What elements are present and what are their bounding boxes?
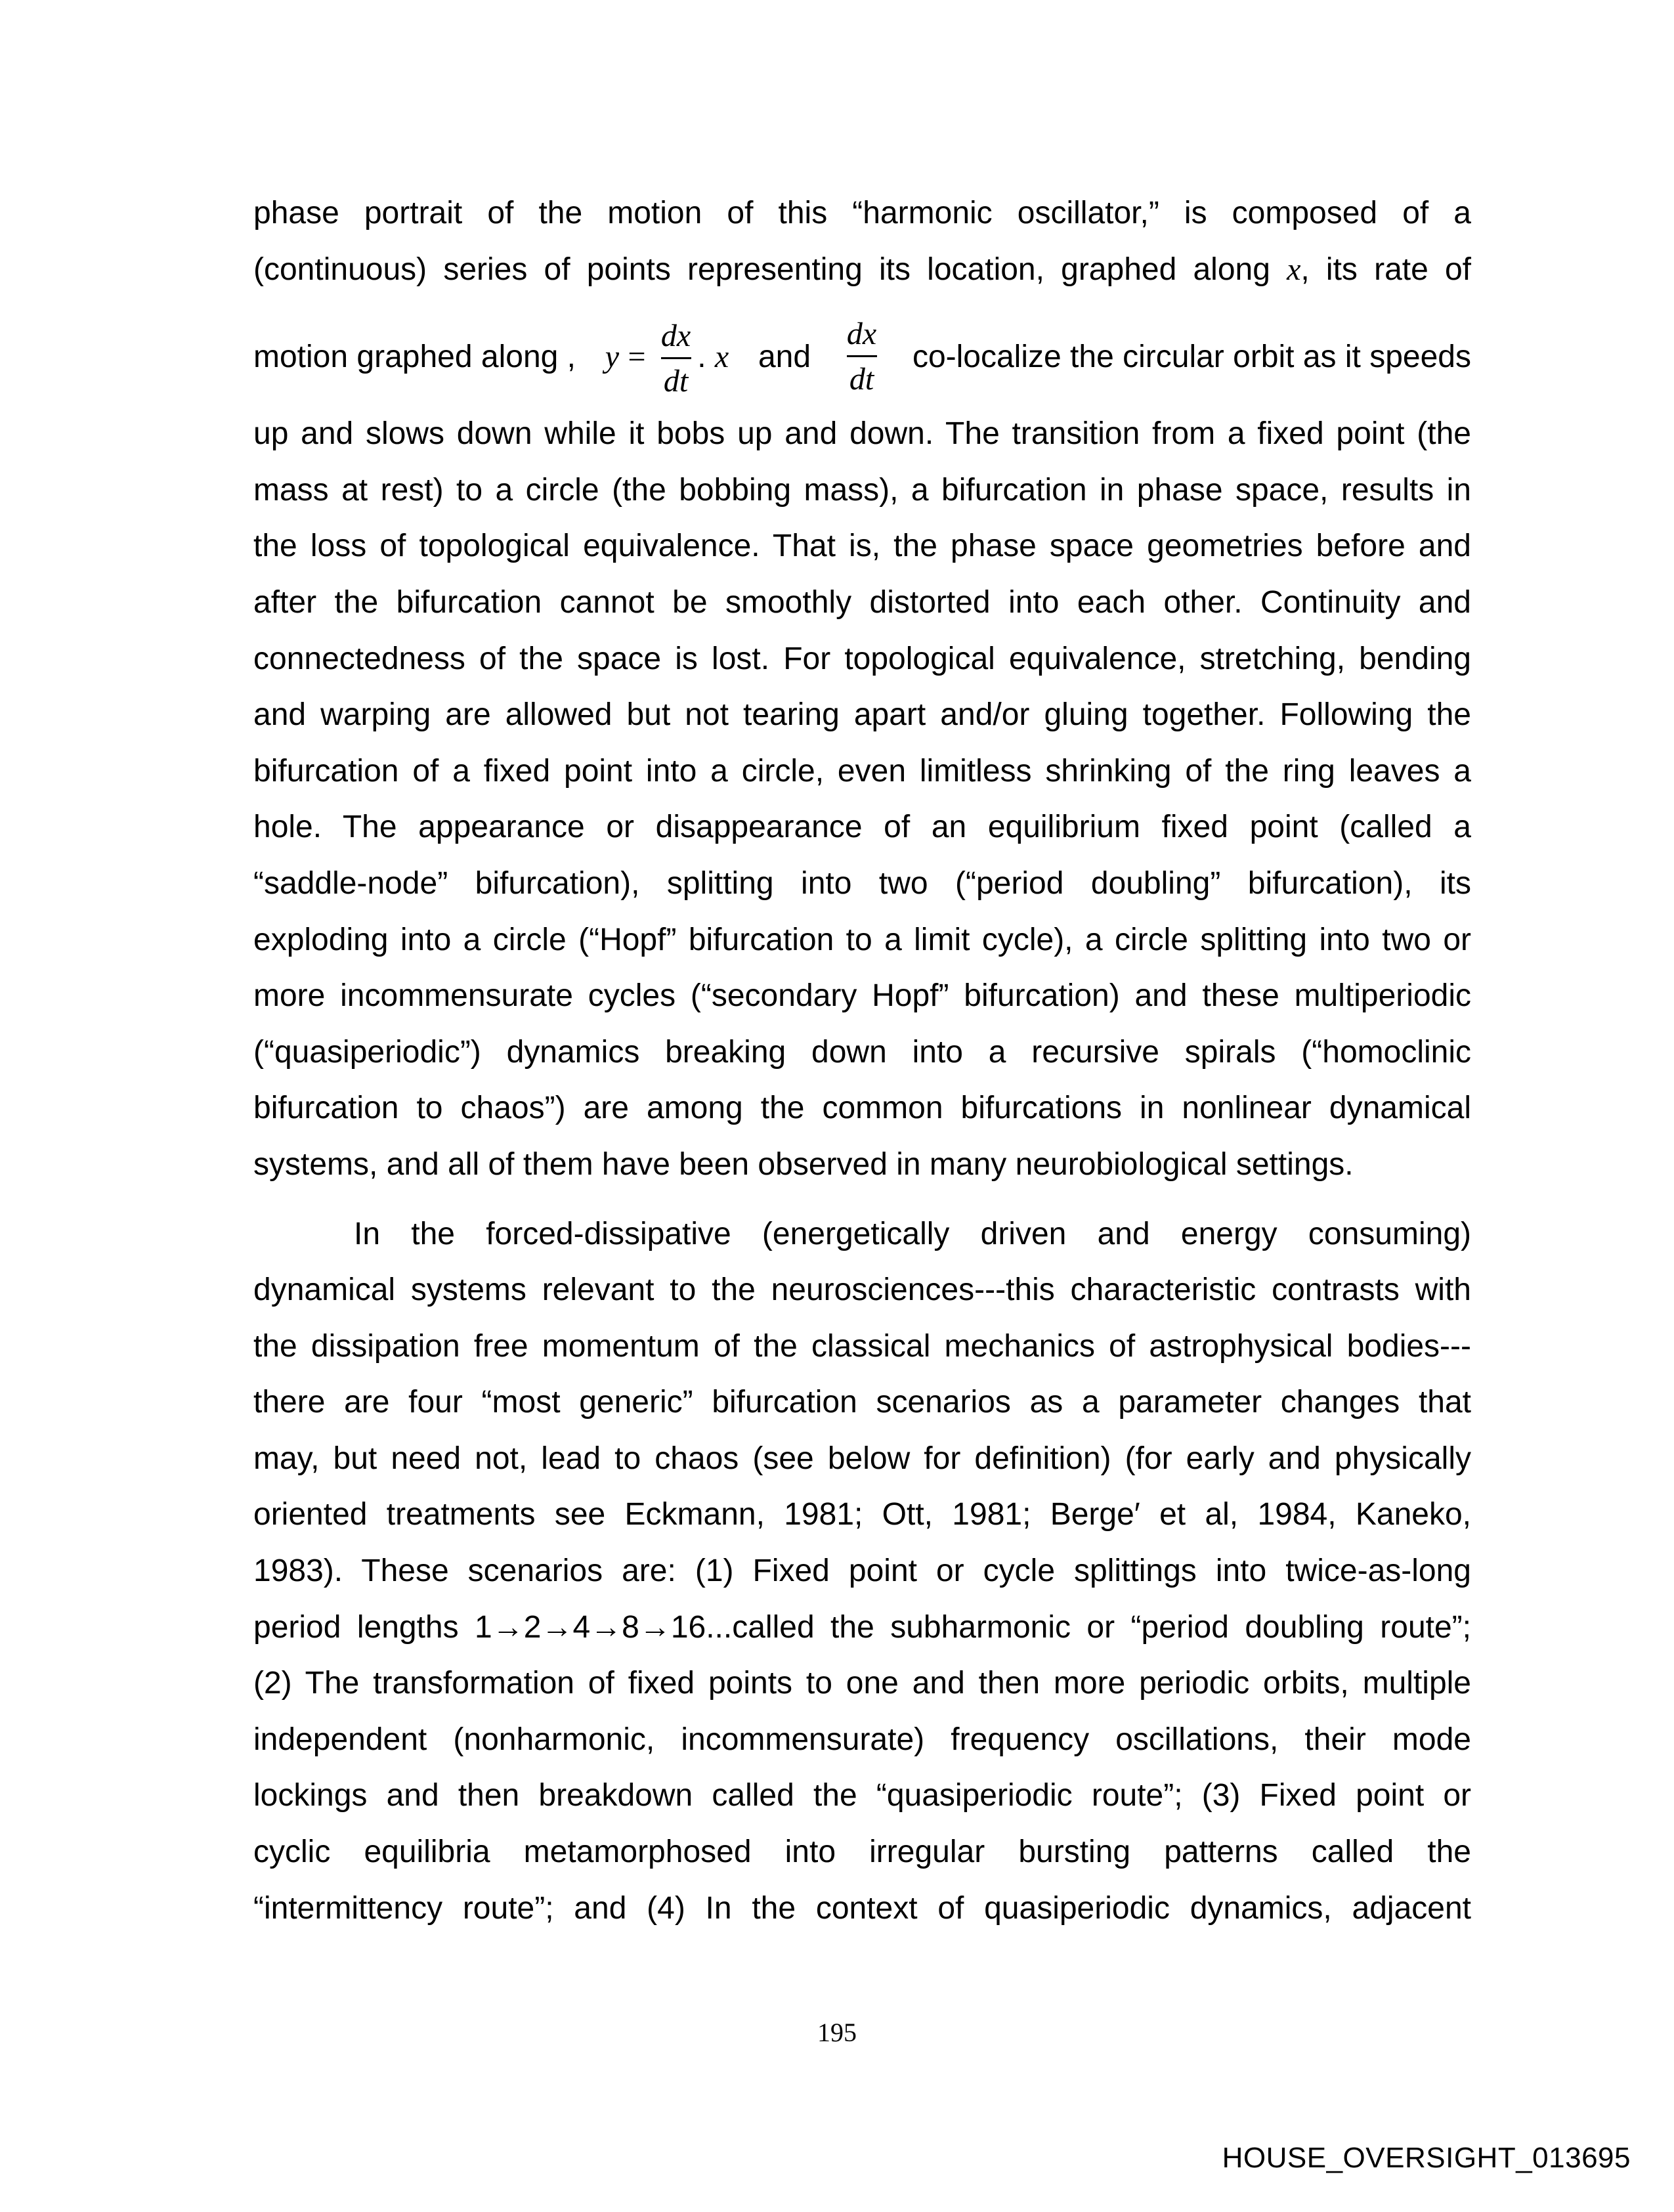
text-line: exploding into a circle (“Hopf” bifurcation to a limit cycle), a circle splitting into two or (253, 922, 1471, 957)
math-expression (605, 303, 729, 411)
text-line: cyclic equilibria metamorphosed into irregular bursting patterns called the (253, 1834, 1471, 1870)
text-line: independent (nonharmonic, incommensurate) frequency oscillations, their mode (253, 1722, 1471, 1757)
text-segment: co-localize the circular orbit as it speeds (912, 339, 1471, 375)
text-segment: (continuous) series of points representing its location, graphed along (253, 251, 1270, 287)
text-line: mass at rest) to a circle (the bobbing mass), a bifurcation in phase space, results in (253, 472, 1471, 508)
text-line (253, 247, 1471, 303)
equation-line (253, 303, 1471, 411)
text-line: there are four “most generic” bifurcation scenarios as a parameter changes that (253, 1385, 1471, 1420)
paragraph-gap (253, 1198, 1471, 1211)
text-segment: , its rate of (1300, 251, 1472, 287)
text-line: period lengths 1→2→4→8→16...called the subharmonic or “period doubling route”; (253, 1609, 1471, 1645)
text-line: bifurcation of a fixed point into a circle, even limitless shrinking of the ring leaves a (253, 753, 1471, 789)
text-line: (“quasiperiodic”) dynamics breaking down into a recursive spirals (“homoclinic (253, 1034, 1471, 1070)
text-line: bifurcation to chaos”) are among the common bifurcations in nonlinear dynamical (253, 1091, 1471, 1126)
fraction-dx-dt (844, 317, 879, 397)
math-variable-x: x (1287, 251, 1301, 287)
text-segment: and (758, 339, 811, 375)
text-line: the dissipation free momentum of the classical mechanics of astrophysical bodies--- (253, 1328, 1471, 1364)
text-line: hole. The appearance or disappearance of an equilibrium fixed point (called a (253, 810, 1471, 845)
math-variable-x: x (714, 339, 729, 375)
text-line: the loss of topological equivalence. That is, the phase space geometries before and (253, 529, 1471, 564)
dot: . (697, 339, 706, 375)
text-line: up and slows down while it bobs up and down. The transition from a fixed point (the (253, 416, 1471, 452)
text-line: after the bifurcation cannot be smoothly distorted into each other. Continuity and (253, 584, 1471, 620)
text-line: dynamical systems relevant to the neurosciences---this characteristic contrasts with (253, 1272, 1471, 1308)
text-line: (2) The transformation of fixed points to one and then more periodic orbits, multiple (253, 1666, 1471, 1701)
text-line: may, but need not, lead to chaos (see below for definition) (for early and physically (253, 1441, 1471, 1476)
text-line: “intermittency route”; and (4) In the context of quasiperiodic dynamics, adjacent (253, 1890, 1471, 1926)
fraction-bar (847, 355, 877, 357)
text-line: more incommensurate cycles (“secondary Hopf” bifurcation) and these multiperiodic (253, 978, 1471, 1014)
text-line: 1983). These scenarios are: (1) Fixed point or cycle splittings into twice-as-long (253, 1553, 1471, 1589)
text-line: lockings and then breakdown called the “quasiperiodic route”; (3) Fixed point or (253, 1778, 1471, 1813)
text-line: and warping are allowed but not tearing apart and/or gluing together. Following the (253, 697, 1471, 733)
equals-sign: = (628, 339, 646, 375)
text-line: oriented treatments see Eckmann, 1981; Ott, 1981; Berge′ et al, 1984, Kaneko, (253, 1497, 1471, 1532)
text-segment: motion graphed along , (253, 339, 576, 375)
page-number: 195 (817, 2018, 857, 2047)
math-variable-y: y (605, 339, 620, 375)
fraction-dx-dt (658, 319, 693, 399)
body-text (253, 190, 1471, 1941)
text-line: In the forced-dissipative (energetically driven and energy consuming) (354, 1216, 1471, 1251)
text-line: phase portrait of the motion of this “harmonic oscillator,” is composed of a (253, 196, 1471, 230)
fraction-denominator: dt (849, 362, 874, 397)
text-line: “saddle-node” bifurcation), splitting into two (“period doubling” bifurcation), its (253, 865, 1471, 901)
bates-stamp: HOUSE_OVERSIGHT_013695 (1222, 2142, 1631, 2174)
fraction-numerator: dx (660, 318, 691, 353)
fraction-bar (661, 357, 691, 359)
fraction-numerator: dx (846, 316, 877, 352)
paragraph-2 (253, 1211, 1471, 1942)
paragraph-1 (253, 190, 1471, 1198)
fraction-denominator: dt (663, 364, 689, 399)
text-line: systems, and all of them have been observed in many neurobiological settings. (253, 1146, 1354, 1182)
text-line: connectedness of the space is lost. For topological equivalence, stretching, bending (253, 641, 1471, 676)
